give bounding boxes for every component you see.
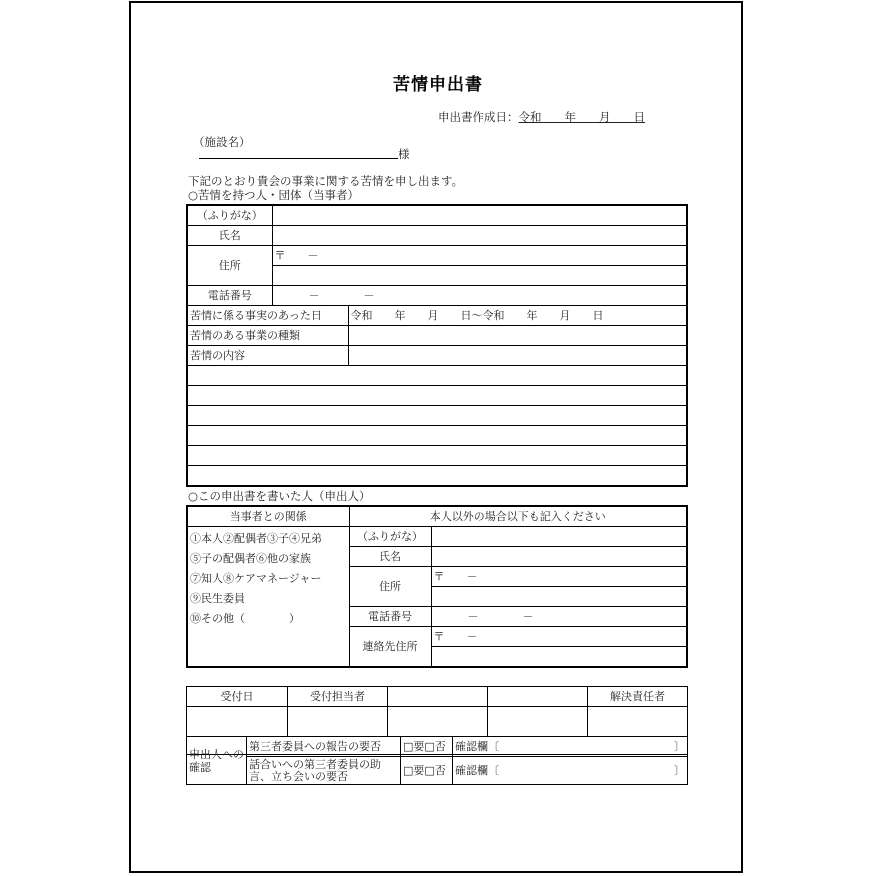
close-bracket: 〕	[674, 739, 685, 753]
complaint-content-label: 苦情の内容	[187, 346, 348, 366]
relation-option[interactable]: ⑨民生委員	[190, 592, 245, 605]
name-field[interactable]	[272, 226, 687, 246]
relation-option[interactable]: ⑦知人⑧ケアマネージャー	[190, 572, 322, 585]
contact-address-field[interactable]	[431, 647, 687, 668]
contact-postal-field[interactable]: 〒 －	[431, 627, 687, 647]
confirmation-table	[186, 736, 688, 785]
applicant-furigana-field[interactable]	[431, 527, 687, 547]
intro-text: 下記のとおり貴会の事業に関する苦情を申し出ます。	[188, 174, 464, 188]
stamp-field[interactable]	[388, 707, 488, 737]
other-person-header: 本人以外の場合以下も記入ください	[349, 506, 687, 527]
complaint-line[interactable]	[187, 386, 687, 406]
applicant-phone-label: 電話番号	[349, 607, 431, 627]
blank-header	[388, 687, 488, 707]
furigana-field[interactable]	[272, 205, 687, 226]
relation-option[interactable]: ⑩その他（ ）	[190, 612, 300, 625]
postal-field[interactable]: 〒 －	[272, 246, 687, 266]
name-label: 氏名	[187, 226, 272, 246]
resolver-field[interactable]	[588, 707, 688, 737]
resolver-header: 解決責任者	[588, 687, 688, 707]
address-field[interactable]	[272, 266, 687, 286]
relation-option[interactable]: ⑤子の配偶者⑥他の家族	[190, 552, 311, 565]
applicant-table	[186, 505, 688, 668]
complaint-line[interactable]	[187, 406, 687, 426]
section2-heading: ○この申出書を書いた人（申出人）	[188, 489, 371, 503]
phone-label: 電話番号	[187, 286, 272, 306]
facility-name-line	[199, 158, 398, 159]
incident-date-label: 苦情に係る事実のあった日	[187, 306, 348, 326]
confirm-column-label: 確認欄〔	[455, 739, 499, 753]
document-title: 苦情申出書	[393, 75, 483, 95]
section1-heading: ○苦情を持つ人・団体（当事者）	[188, 188, 360, 202]
advice-confirm-field[interactable]	[453, 757, 688, 785]
applicant-address-label: 住所	[349, 567, 431, 607]
report-question: 第三者委員への報告の要否	[247, 737, 401, 757]
confirm-column-label: 確認欄〔	[455, 763, 499, 777]
blank-header	[488, 687, 588, 707]
address-label: 住所	[187, 246, 272, 286]
applicant-phone-field[interactable]: － －	[431, 607, 687, 627]
applicant-address-field[interactable]	[431, 587, 687, 607]
applicant-postal-field[interactable]: 〒 －	[431, 567, 687, 587]
received-by-header: 受付担当者	[288, 687, 388, 707]
complaint-content-field[interactable]	[348, 346, 687, 366]
complaint-line[interactable]	[187, 366, 687, 386]
received-by-field[interactable]	[288, 707, 388, 737]
applicant-furigana-label: （ふりがな）	[349, 527, 431, 547]
contact-address-label: 連絡先住所	[349, 627, 431, 668]
relation-option[interactable]: ①本人②配偶者③子④兄弟	[190, 532, 322, 545]
report-confirm-field[interactable]	[453, 737, 688, 757]
creation-date-value: 令和 年 月 日	[518, 110, 645, 124]
report-yesno[interactable]: □要□否	[401, 737, 453, 757]
business-type-label: 苦情のある事業の種類	[187, 326, 348, 346]
furigana-label: （ふりがな）	[187, 205, 272, 226]
advice-question: 話合いへの第三者委員の助言、立ち会いの要否	[247, 757, 401, 785]
facility-label: （施設名）	[193, 135, 251, 149]
confirm-label: 申出人への確認	[187, 737, 247, 785]
applicant-name-label: 氏名	[349, 547, 431, 567]
business-type-field[interactable]	[348, 326, 687, 346]
complaint-line[interactable]	[187, 466, 687, 487]
applicant-name-field[interactable]	[431, 547, 687, 567]
incident-date-field[interactable]: 令和 年 月 日～令和 年 月 日	[348, 306, 687, 326]
received-date-field[interactable]	[187, 707, 288, 737]
stamp-field[interactable]	[488, 707, 588, 737]
relation-options	[187, 527, 349, 668]
creation-date-label: 申出書作成日：	[438, 110, 519, 124]
relation-header: 当事者との関係	[187, 506, 349, 527]
received-date-header: 受付日	[187, 687, 288, 707]
advice-yesno[interactable]: □要□否	[401, 757, 453, 785]
close-bracket: 〕	[674, 763, 685, 777]
facility-honorific: 様	[398, 147, 410, 161]
complaint-line[interactable]	[187, 446, 687, 466]
creation-date	[438, 109, 645, 125]
complainant-table	[186, 204, 688, 487]
complaint-line[interactable]	[187, 426, 687, 446]
phone-field[interactable]: － －	[272, 286, 687, 306]
